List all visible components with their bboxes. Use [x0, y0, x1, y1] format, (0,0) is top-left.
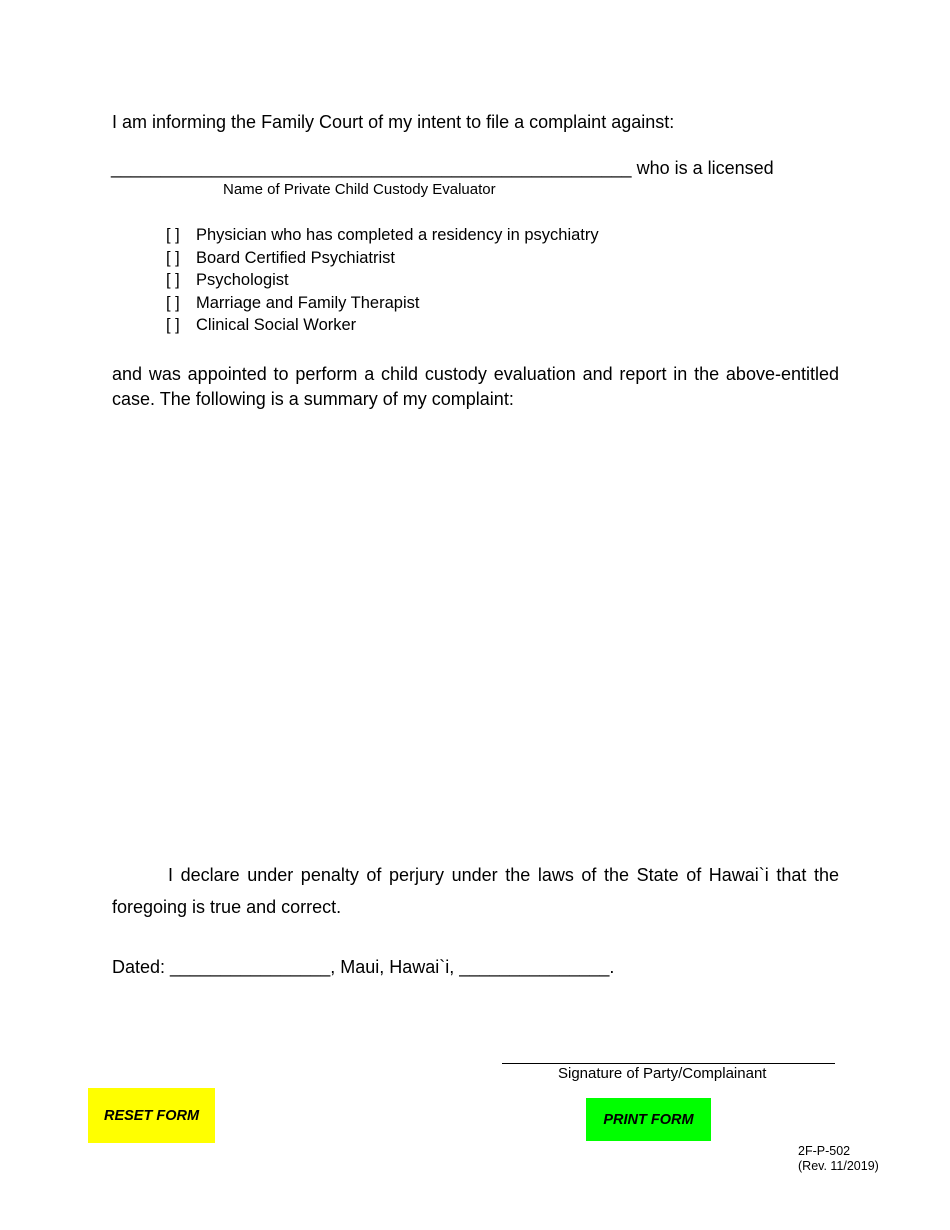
license-option-label: Physician who has completed a residency in psychiatry — [196, 226, 599, 244]
form-revision: (Rev. 11/2019) — [798, 1159, 879, 1173]
license-option-label: Marriage and Family Therapist — [196, 293, 420, 312]
signature-caption: Signature of Party/Complainant — [558, 1065, 767, 1082]
dated-line[interactable]: Dated: ________________, Maui, Hawai`i, _______________. — [112, 957, 615, 977]
form-number: 2F-P-502 — [798, 1144, 851, 1158]
form-number-block — [798, 1144, 879, 1174]
license-option[interactable] — [166, 314, 599, 337]
license-checkbox[interactable]: [ ] — [166, 316, 180, 334]
intro-text: I am informing the Family Court of my intent to file a complaint against: — [112, 112, 675, 132]
evaluator-name-line — [111, 158, 774, 179]
license-option[interactable] — [166, 292, 599, 315]
license-option-label: Psychologist — [196, 271, 289, 289]
license-option[interactable] — [166, 269, 599, 292]
license-checkbox[interactable]: [ ] — [166, 248, 180, 267]
license-option[interactable] — [166, 224, 599, 247]
license-checkbox[interactable]: [ ] — [166, 226, 180, 244]
license-checkbox[interactable]: [ ] — [166, 271, 180, 289]
reset-form-button[interactable]: RESET FORM — [88, 1088, 215, 1143]
license-option-label: Clinical Social Worker — [196, 316, 357, 334]
print-form-button[interactable]: PRINT FORM — [586, 1098, 711, 1141]
license-checkbox[interactable]: [ ] — [166, 293, 180, 312]
appointment-paragraph: and was appointed to perform a child custody evaluation and report in the above-entitled case. The following is a summary of my complaint: — [112, 364, 839, 409]
license-type-list — [166, 224, 599, 337]
licensed-suffix: who is a licensed — [631, 158, 774, 178]
evaluator-name-caption: Name of Private Child Custody Evaluator — [223, 181, 496, 198]
license-option[interactable] — [166, 247, 599, 270]
license-option-label: Board Certified Psychiatrist — [196, 248, 395, 267]
signature-line — [502, 1063, 835, 1064]
evaluator-name-field[interactable]: ____________________________________________________ — [111, 158, 632, 178]
declaration-paragraph: I declare under penalty of perjury under the laws of the State of Hawai`i that the foregoing is true and correct. — [112, 865, 839, 917]
